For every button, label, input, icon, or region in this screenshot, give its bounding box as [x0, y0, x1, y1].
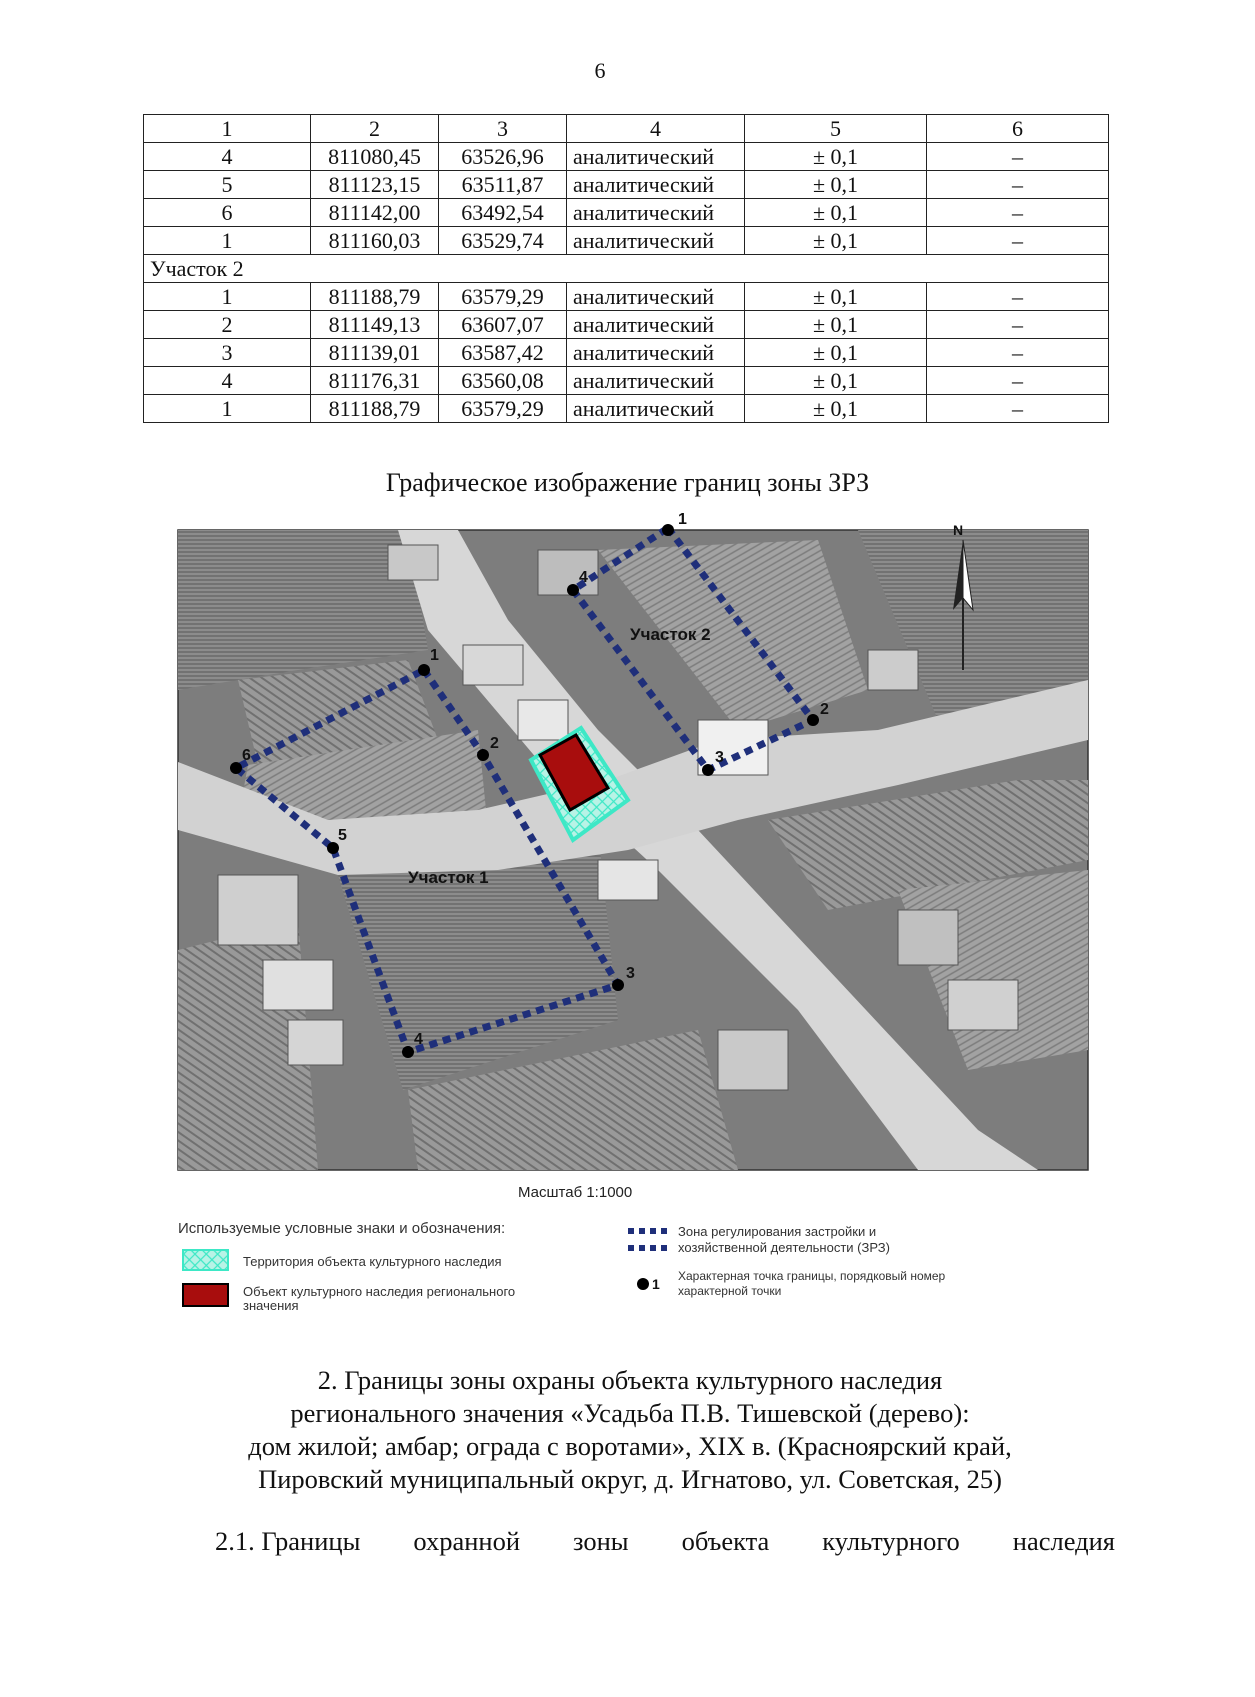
- method-cell: аналитический: [567, 311, 745, 339]
- map-caption: Графическое изображение границ зоны ЗРЗ: [385, 468, 870, 497]
- legend-point-text: характерной точки: [678, 1284, 782, 1298]
- zone2-point-label: 1: [678, 511, 687, 528]
- section-title-line: 2. Границы зоны охраны объекта культурного наследия: [317, 1365, 943, 1395]
- zone2-point-label: 2: [820, 701, 829, 718]
- y-coordinate-cell: 63526,96: [439, 143, 567, 171]
- table-row: [144, 311, 1109, 339]
- method-cell: аналитический: [567, 199, 745, 227]
- method-cell: аналитический: [567, 227, 745, 255]
- header-cell: 3: [439, 115, 567, 143]
- zone2-point-marker: [702, 764, 714, 776]
- accuracy-cell: ± 0,1: [745, 227, 927, 255]
- note-cell: –: [927, 339, 1109, 367]
- y-coordinate-cell: 63587,42: [439, 339, 567, 367]
- legend-object-text: значения: [243, 1298, 299, 1313]
- zone1-point-marker: [230, 762, 242, 774]
- x-coordinate-cell: 811123,15: [311, 171, 439, 199]
- point-number-cell: 1: [144, 227, 311, 255]
- table-header-row: [144, 115, 1109, 143]
- x-coordinate-cell: 811160,03: [311, 227, 439, 255]
- x-coordinate-cell: 811080,45: [311, 143, 439, 171]
- header-cell: 6: [927, 115, 1109, 143]
- header-cell: 5: [745, 115, 927, 143]
- legend-territory-text: Территория объекта культурного наследия: [243, 1254, 502, 1269]
- table-row: [144, 395, 1109, 423]
- y-coordinate-cell: 63511,87: [439, 171, 567, 199]
- method-cell: аналитический: [567, 283, 745, 311]
- x-coordinate-cell: 811142,00: [311, 199, 439, 227]
- accuracy-cell: ± 0,1: [745, 199, 927, 227]
- y-coordinate-cell: 63492,54: [439, 199, 567, 227]
- header-cell: 1: [144, 115, 311, 143]
- subsection-word: наследия: [1012, 1526, 1115, 1556]
- point-number-cell: 3: [144, 339, 311, 367]
- table-section-row: [144, 255, 1109, 283]
- legend-point-text: Характерная точка границы, порядковый номер: [678, 1269, 946, 1283]
- zone2-point-label: 4: [579, 569, 588, 586]
- note-cell: –: [927, 143, 1109, 171]
- x-coordinate-cell: 811176,31: [311, 367, 439, 395]
- point-number-cell: 6: [144, 199, 311, 227]
- zone-map-figure: [178, 511, 1088, 1330]
- subsection-word: 2.1. Границы: [215, 1526, 361, 1556]
- point-number-cell: 2: [144, 311, 311, 339]
- zone1-point-label: 1: [430, 647, 439, 664]
- subsection-word: объекта: [681, 1526, 770, 1556]
- section-title-line: Пировский муниципальный округ, д. Игнатово, ул. Советская, 25): [258, 1464, 1002, 1494]
- zone1-point-marker: [477, 749, 489, 761]
- method-cell: аналитический: [567, 171, 745, 199]
- north-label: N: [953, 522, 964, 538]
- legend-zrz-text: Зона регулирования застройки и: [678, 1224, 877, 1239]
- y-coordinate-cell: 63579,29: [439, 395, 567, 423]
- method-cell: аналитический: [567, 339, 745, 367]
- zone1-point-label: 5: [338, 827, 347, 844]
- accuracy-cell: ± 0,1: [745, 283, 927, 311]
- accuracy-cell: ± 0,1: [745, 367, 927, 395]
- legend-object-text: Объект культурного наследия регионального: [243, 1284, 516, 1299]
- zone1-point-marker: [418, 664, 430, 676]
- table-row: [144, 367, 1109, 395]
- scale-label: Масштаб 1:1000: [518, 1184, 633, 1201]
- section-label-cell: Участок 2: [144, 255, 1109, 283]
- zone1-point-marker: [612, 979, 624, 991]
- subsection-word: охранной: [413, 1526, 521, 1556]
- zone1-point-label: 6: [242, 747, 251, 764]
- y-coordinate-cell: 63607,07: [439, 311, 567, 339]
- point-number-cell: 5: [144, 171, 311, 199]
- y-coordinate-cell: 63529,74: [439, 227, 567, 255]
- legend-point-number: 1: [652, 1276, 660, 1292]
- zone1-point-label: 3: [626, 965, 635, 982]
- accuracy-cell: ± 0,1: [745, 311, 927, 339]
- y-coordinate-cell: 63560,08: [439, 367, 567, 395]
- table-row: [144, 199, 1109, 227]
- point-number-cell: 4: [144, 367, 311, 395]
- legend-point-icon: [637, 1278, 649, 1290]
- zone1-point-label: 2: [490, 735, 499, 752]
- note-cell: –: [927, 367, 1109, 395]
- legend-territory-swatch: [183, 1250, 228, 1270]
- coordinates-table: [143, 114, 1109, 423]
- page-number: 6: [594, 58, 606, 83]
- note-cell: –: [927, 395, 1109, 423]
- zone2-point-marker: [567, 584, 579, 596]
- zone1-point-label: 4: [414, 1031, 423, 1048]
- section-title-line: дом жилой; амбар; ограда с воротами», XIX в. (Красноярский край,: [248, 1431, 1012, 1461]
- point-number-cell: 4: [144, 143, 311, 171]
- legend-title: Используемые условные знаки и обозначения:: [178, 1220, 506, 1237]
- point-number-cell: 1: [144, 395, 311, 423]
- accuracy-cell: ± 0,1: [745, 143, 927, 171]
- note-cell: –: [927, 311, 1109, 339]
- table-row: [144, 227, 1109, 255]
- zone-map-svg: [178, 511, 1088, 1330]
- header-cell: 2: [311, 115, 439, 143]
- method-cell: аналитический: [567, 367, 745, 395]
- table-row: [144, 283, 1109, 311]
- zone2-point-marker: [807, 714, 819, 726]
- note-cell: –: [927, 171, 1109, 199]
- zone2-point-marker: [662, 524, 674, 536]
- legend-object-swatch: [183, 1284, 228, 1306]
- note-cell: –: [927, 227, 1109, 255]
- zone2-point-label: 3: [715, 749, 724, 766]
- point-number-cell: 1: [144, 283, 311, 311]
- accuracy-cell: ± 0,1: [745, 339, 927, 367]
- x-coordinate-cell: 811188,79: [311, 283, 439, 311]
- x-coordinate-cell: 811139,01: [311, 339, 439, 367]
- legend-zrz-text: хозяйственной деятельности (ЗРЗ): [678, 1240, 890, 1255]
- section-title: [180, 1364, 1080, 1496]
- note-cell: –: [927, 199, 1109, 227]
- table-row: [144, 339, 1109, 367]
- section-title-line: регионального значения «Усадьба П.В. Тишевской (дерево):: [290, 1398, 970, 1428]
- y-coordinate-cell: 63579,29: [439, 283, 567, 311]
- subsection-heading: [215, 1526, 1115, 1557]
- method-cell: аналитический: [567, 143, 745, 171]
- header-cell: 4: [567, 115, 745, 143]
- x-coordinate-cell: 811188,79: [311, 395, 439, 423]
- zone1-label: Участок 1: [408, 868, 489, 887]
- method-cell: аналитический: [567, 395, 745, 423]
- subsection-word: зоны: [573, 1526, 629, 1556]
- zone1-point-marker: [402, 1046, 414, 1058]
- accuracy-cell: ± 0,1: [745, 395, 927, 423]
- note-cell: –: [927, 283, 1109, 311]
- table-row: [144, 171, 1109, 199]
- zone2-label: Участок 2: [630, 625, 711, 644]
- accuracy-cell: ± 0,1: [745, 171, 927, 199]
- map-legend: [178, 1220, 946, 1313]
- table-row: [144, 143, 1109, 171]
- subsection-word: культурного: [822, 1526, 960, 1556]
- x-coordinate-cell: 811149,13: [311, 311, 439, 339]
